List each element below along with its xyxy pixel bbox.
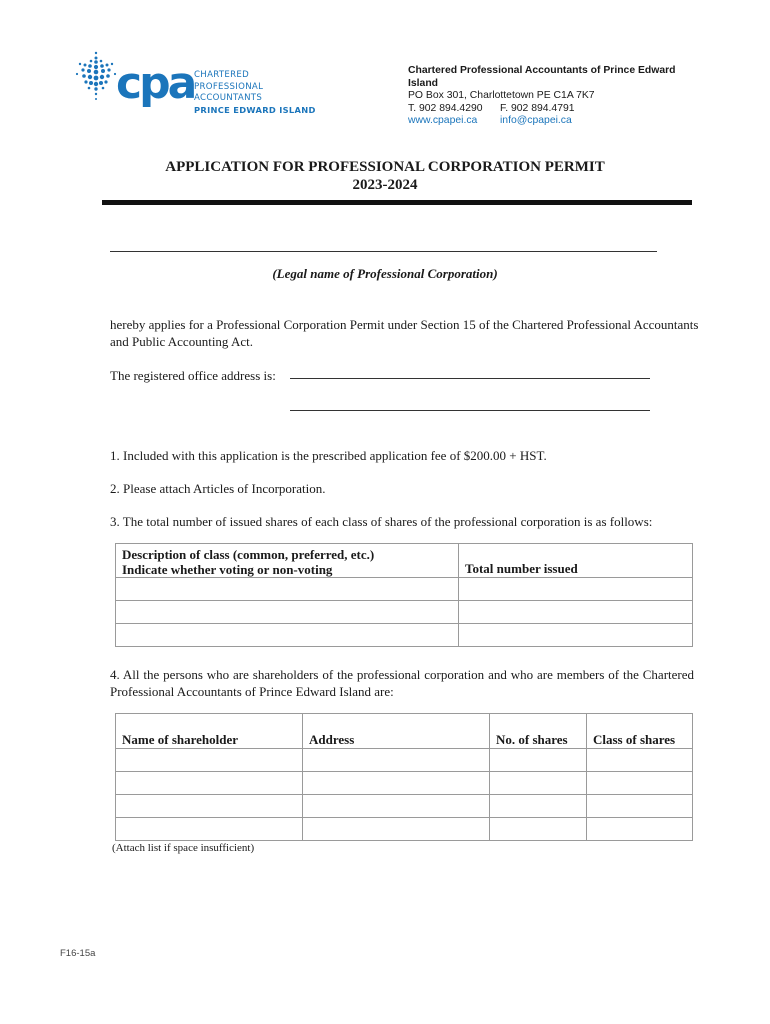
shares-table-header — [116, 544, 693, 578]
shareholder-name-cell[interactable] — [116, 795, 303, 818]
total-issued-cell[interactable] — [459, 624, 693, 647]
table-row — [116, 601, 693, 624]
registered-office-field-1[interactable] — [290, 378, 650, 379]
shareholders-table-header — [116, 714, 693, 749]
table-row — [116, 578, 693, 601]
address-cell[interactable] — [303, 818, 490, 841]
address-cell[interactable] — [303, 749, 490, 772]
logo-line-3: ACCOUNTANTS — [194, 93, 263, 103]
class-description-cell[interactable] — [116, 601, 459, 624]
table-row — [116, 795, 693, 818]
table-row — [116, 624, 693, 647]
item-3-shares: 3. The total number of issued shares of each class of shares of the professional corporation is as follows: — [110, 514, 653, 529]
web-email-row — [408, 115, 708, 128]
registered-office-label: The registered office address is: — [110, 368, 276, 383]
class-description-cell[interactable] — [116, 578, 459, 601]
class-description-header — [116, 544, 459, 578]
logo-wordmark: cpa — [116, 58, 195, 109]
number-of-shares-cell[interactable] — [490, 818, 587, 841]
shareholder-name-header: Name of shareholder — [116, 714, 303, 749]
logo-line-1: CHARTERED — [194, 70, 250, 80]
form-number: F16-15a — [60, 948, 96, 959]
phone-fax-row — [408, 103, 708, 116]
logo-line-4: PRINCE EDWARD ISLAND — [194, 104, 316, 115]
logo-line-2: PROFESSIONAL — [194, 81, 264, 92]
title-line-1: APPLICATION FOR PROFESSIONAL CORPORATION PERMIT — [165, 159, 605, 175]
table-row — [116, 749, 693, 772]
contact-block — [408, 65, 708, 128]
class-of-shares-cell[interactable] — [587, 749, 693, 772]
fax-number: F. 902 894.4791 — [500, 102, 575, 114]
total-issued-header: Total number issued — [459, 544, 693, 578]
class-of-shares-header: Class of shares — [587, 714, 693, 749]
address-cell[interactable] — [303, 795, 490, 818]
org-address: PO Box 301, Charlottetown PE C1A 7K7 — [408, 90, 595, 101]
class-of-shares-cell[interactable] — [587, 795, 693, 818]
legal-name-field[interactable] — [110, 251, 657, 252]
shareholder-name-cell[interactable] — [116, 818, 303, 841]
class-description-cell[interactable] — [116, 624, 459, 647]
number-of-shares-cell[interactable] — [490, 772, 587, 795]
number-of-shares-header: No. of shares — [490, 714, 587, 749]
class-of-shares-cell[interactable] — [587, 818, 693, 841]
page-title — [0, 158, 770, 194]
phone-number: T. 902 894.4290 — [408, 102, 483, 114]
total-issued-cell[interactable] — [459, 578, 693, 601]
total-issued-cell[interactable] — [459, 601, 693, 624]
table-row — [116, 818, 693, 841]
title-line-2: 2023-2024 — [352, 177, 418, 193]
shares-table — [115, 543, 693, 647]
intro-paragraph: hereby applies for a Professional Corporation Permit under Section 15 of the Chartered Professional Accountants and Public Accounting Act. — [110, 317, 699, 349]
class-description-header-line-1: Description of class (common, preferred, etc.) — [122, 547, 375, 562]
item-1-fee: 1. Included with this application is the prescribed application fee of $200.00 + HST. — [110, 448, 547, 463]
shareholder-name-cell[interactable] — [116, 749, 303, 772]
attach-note: (Attach list if space insufficient) — [112, 842, 255, 854]
shareholders-table — [115, 713, 693, 841]
number-of-shares-cell[interactable] — [490, 795, 587, 818]
item-2-articles: 2. Please attach Articles of Incorporation. — [110, 481, 326, 496]
registered-office-field-2[interactable] — [290, 410, 650, 411]
class-description-header-line-2: Indicate whether voting or non-voting — [122, 562, 333, 577]
cpa-logo — [74, 50, 324, 120]
logo-tagline — [194, 70, 316, 116]
number-of-shares-cell[interactable] — [490, 749, 587, 772]
org-name: Chartered Professional Accountants of Prince Edward Island — [408, 65, 676, 89]
class-of-shares-cell[interactable] — [587, 772, 693, 795]
table-row — [116, 772, 693, 795]
address-header: Address — [303, 714, 490, 749]
shareholder-name-cell[interactable] — [116, 772, 303, 795]
title-divider — [102, 200, 692, 205]
legal-name-caption: (Legal name of Professional Corporation) — [272, 266, 498, 281]
website-link[interactable]: www.cpapei.ca — [408, 115, 478, 126]
email-link[interactable]: info@cpapei.ca — [500, 115, 572, 126]
address-cell[interactable] — [303, 772, 490, 795]
item-4-shareholders: 4. All the persons who are shareholders of the professional corporation and who are members of the Chartered Professional Accountants of Prince Edward Island are: — [110, 667, 694, 699]
